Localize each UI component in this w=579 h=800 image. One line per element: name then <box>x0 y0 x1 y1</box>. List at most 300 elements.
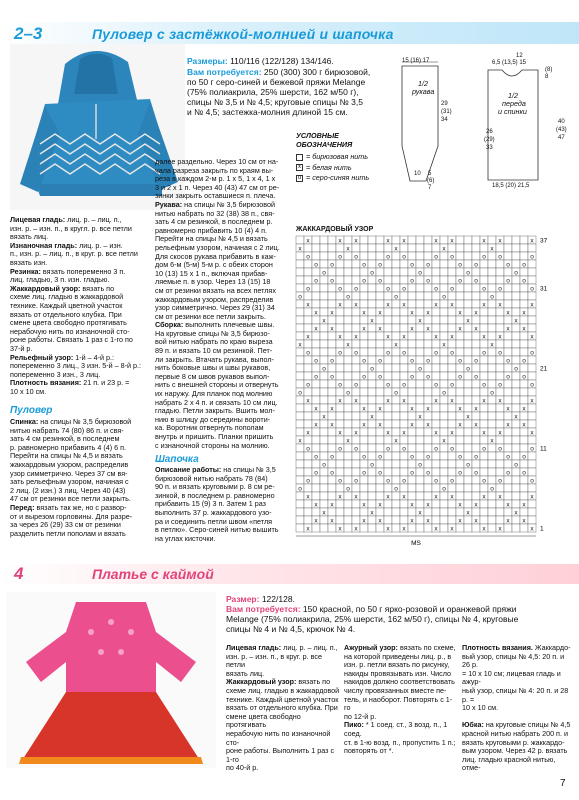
text-line: с изнаночной стороны на молнию. <box>155 440 270 450</box>
chart-symbol: x <box>394 437 398 445</box>
chart-cell <box>296 332 304 340</box>
chart-cell <box>496 516 504 524</box>
text-line: Пико: * 1 соед. ст., 3 возд. п., 1 соед. <box>344 720 448 738</box>
chart-cell <box>528 420 536 428</box>
chart-cell <box>416 284 424 292</box>
chart-symbol: o <box>306 285 310 293</box>
chart-cell <box>392 324 400 332</box>
chart-cell <box>424 388 432 396</box>
chart-cell <box>376 492 384 500</box>
text-line: вым узором. Через 42 р. вязать <box>462 746 568 756</box>
chart-symbol: o <box>410 469 414 477</box>
chart-cell <box>408 524 416 532</box>
chart-cell <box>528 468 536 476</box>
chart-cell <box>296 444 304 452</box>
chart-cell <box>344 356 352 364</box>
chart-cell <box>528 388 536 396</box>
chart-cell <box>376 428 384 436</box>
chart-cell <box>376 284 384 292</box>
chart-cell <box>368 420 376 428</box>
chart-cell <box>408 492 416 500</box>
chart-cell <box>512 252 520 260</box>
chart-cell <box>448 340 456 348</box>
chart-symbol: o <box>386 349 390 357</box>
chart-cell <box>488 364 496 372</box>
chart-cell <box>312 292 320 300</box>
chart-cell <box>376 340 384 348</box>
chart-cell <box>432 404 440 412</box>
chart-cell <box>320 292 328 300</box>
chart-cell <box>520 396 528 404</box>
dress-mat-label: Вам потребуется: <box>226 604 301 614</box>
chart-cell <box>336 340 344 348</box>
chart-cell <box>408 412 416 420</box>
chart-cell <box>448 460 456 468</box>
chart-symbol: o <box>426 261 430 269</box>
text-line: Жаккардовый узор: вязать по <box>226 677 331 687</box>
chart-cell <box>424 268 432 276</box>
chart-cell <box>488 452 496 460</box>
chart-cell <box>344 380 352 388</box>
chart-cell <box>424 340 432 348</box>
chart-symbol: o <box>474 357 478 365</box>
chart-symbol: x <box>442 437 446 445</box>
chart-cell <box>496 404 504 412</box>
chart-cell <box>336 460 344 468</box>
text-line: вязать изн. <box>10 257 48 267</box>
sleeve-name-1: 1/2 <box>418 79 428 88</box>
chart-symbol: o <box>466 461 470 469</box>
chart-cell <box>520 492 528 500</box>
chart-cell <box>416 356 424 364</box>
chart-cell <box>360 300 368 308</box>
chart-cell <box>304 388 312 396</box>
chart-cell <box>384 364 392 372</box>
chart-symbol: o <box>530 349 534 357</box>
chart-cell <box>312 476 320 484</box>
chart-cell <box>352 324 360 332</box>
chart-cell <box>312 268 320 276</box>
text-line: чала разреза закрыть по краям вы- <box>155 165 274 175</box>
chart-symbol: o <box>410 277 414 285</box>
dress-photo <box>6 592 216 768</box>
text-line: ляемые п. в узор. Через 13 (15) 18 <box>155 277 271 287</box>
chart-cell <box>312 388 320 396</box>
chart-cell <box>520 508 528 516</box>
chart-cell <box>336 276 344 284</box>
chart-cell <box>528 324 536 332</box>
chart-cell <box>504 348 512 356</box>
text-line: 3 и 2 x 1 п. Через 40 (43) 47 см от ре- <box>155 182 280 192</box>
chart-cell <box>368 260 376 268</box>
chart-cell <box>392 492 400 500</box>
chart-cell <box>456 508 464 516</box>
chart-cell <box>472 444 480 452</box>
chart-symbol: x <box>354 301 358 309</box>
chart-cell <box>384 484 392 492</box>
chart-cell <box>496 268 504 276</box>
chart-cell <box>432 436 440 444</box>
chart-cell <box>448 516 456 524</box>
text-line: повторять от *. <box>344 746 394 756</box>
chart-cell <box>520 412 528 420</box>
chart-cell <box>344 308 352 316</box>
text-line: лиц. гладью, 3 п. изн. гладью. <box>10 275 110 285</box>
chart-symbol: x <box>354 397 358 405</box>
chart-cell <box>416 252 424 260</box>
chart-cell <box>320 468 328 476</box>
chart-symbol: x <box>330 421 334 429</box>
chart-cell <box>320 436 328 444</box>
chart-cell <box>464 436 472 444</box>
chart-cell <box>504 268 512 276</box>
chart-cell <box>368 308 376 316</box>
chart-cell <box>416 436 424 444</box>
text-line: смене цвета свободно протягивать <box>10 318 127 328</box>
chart-symbol: x <box>322 317 326 325</box>
chart-cell <box>328 492 336 500</box>
chart-cell <box>336 412 344 420</box>
body-h1: 26 <box>486 129 493 135</box>
chart-cell <box>336 388 344 396</box>
chart-symbol: o <box>522 277 526 285</box>
chart-cell <box>496 356 504 364</box>
chart-cell <box>448 500 456 508</box>
chart-cell <box>512 524 520 532</box>
chart-cell <box>480 508 488 516</box>
chart-symbol: o <box>362 469 366 477</box>
text-line: реза в каждом 2-м р. 1 x 5, 1 x 4, 1 x <box>155 174 276 184</box>
dress-mat-line: спицы № 4 и № 4,5, крючок № 4. <box>226 624 356 634</box>
chart-cell <box>480 516 488 524</box>
chart-cell <box>312 380 320 388</box>
chart-cell <box>440 348 448 356</box>
chart-cell <box>456 300 464 308</box>
chart-cell <box>440 316 448 324</box>
chart-cell <box>304 500 312 508</box>
chart-cell <box>352 412 360 420</box>
chart-cell <box>456 252 464 260</box>
chart-symbol: x <box>370 413 374 421</box>
chart-cell <box>400 468 408 476</box>
chart-cell <box>296 476 304 484</box>
chart-cell <box>368 484 376 492</box>
chart-cell <box>472 476 480 484</box>
chart-symbol: o <box>426 357 430 365</box>
chart-cell <box>384 460 392 468</box>
chart-cell <box>456 460 464 468</box>
text-line: Лицевая гладь: лиц. р. – лиц. п., <box>10 215 122 224</box>
chart-symbol: o <box>314 469 318 477</box>
chart-cell <box>352 356 360 364</box>
chart-cell <box>504 484 512 492</box>
chart-cell <box>464 260 472 268</box>
chart-cell <box>512 388 520 396</box>
chart-cell <box>344 324 352 332</box>
chart-cell <box>344 508 352 516</box>
chart-cell <box>312 492 320 500</box>
chart-cell <box>344 348 352 356</box>
chart-symbol: o <box>330 277 334 285</box>
chart-cell <box>456 380 464 388</box>
chart-cell <box>400 292 408 300</box>
chart-cell <box>312 284 320 292</box>
chart-cell <box>368 500 376 508</box>
chart-cell <box>424 316 432 324</box>
chart-symbol: o <box>506 469 510 477</box>
chart-cell <box>512 260 520 268</box>
chart-cell <box>416 484 424 492</box>
chart-cell <box>296 372 304 380</box>
chart-cell <box>488 276 496 284</box>
chart-cell <box>368 252 376 260</box>
chart-symbol: o <box>482 253 486 261</box>
chart-symbol: x <box>386 493 390 501</box>
text-line: набрать 2 x 4 п. и связать 10 см лиц. <box>155 397 278 407</box>
chart-symbol: x <box>402 493 406 501</box>
text-line: узор симметрично. Через 29 (31) 34 <box>155 303 275 313</box>
chart-symbol: o <box>298 389 302 397</box>
chart-cell <box>344 492 352 500</box>
chart-cell <box>424 428 432 436</box>
chart-cell <box>368 404 376 412</box>
chart-symbol: x <box>370 317 374 325</box>
chart-cell <box>344 284 352 292</box>
sizes-line <box>187 56 334 66</box>
chart-symbol: o <box>314 373 318 381</box>
chart-cell <box>344 404 352 412</box>
chart-cell <box>464 524 472 532</box>
chart-cell <box>456 316 464 324</box>
chart-cell <box>320 356 328 364</box>
chart-symbol: x <box>362 325 366 333</box>
chart-row-label: 31 <box>540 285 548 293</box>
chart-cell <box>392 252 400 260</box>
chart-cell <box>432 500 440 508</box>
legend-swatch-white: x <box>298 164 301 171</box>
chart-cell <box>464 244 472 252</box>
dress-column-1 <box>226 644 340 773</box>
chart-symbol: o <box>402 381 406 389</box>
chart-cell <box>352 244 360 252</box>
text-line: на которой приведены лиц. р., в <box>344 651 452 661</box>
text-line: ст. в 1-ю возд. п., пропустить 1 п.; <box>344 737 456 747</box>
chart-cell <box>432 388 440 396</box>
chart-cell <box>440 276 448 284</box>
chart-cell <box>416 324 424 332</box>
chart-cell <box>320 308 328 316</box>
chart-cell <box>408 388 416 396</box>
chart-cell <box>360 340 368 348</box>
sizes-label: Размеры: <box>187 56 228 66</box>
chart-symbol: o <box>346 293 350 301</box>
chart-symbol: x <box>426 421 430 429</box>
chart-cell <box>504 364 512 372</box>
chart-cell <box>480 324 488 332</box>
chart-symbol: x <box>402 429 406 437</box>
text-line: Перед: вязать так же, но с развор- <box>10 502 127 512</box>
body-top-3: (8) <box>545 67 553 73</box>
chart-cell <box>488 468 496 476</box>
chart-cell <box>504 436 512 444</box>
chart-cell <box>480 420 488 428</box>
chart-cell <box>408 348 416 356</box>
chart-cell <box>336 436 344 444</box>
chart-symbol: x <box>322 413 326 421</box>
text-line: 90 п. и вязать круговыми р. 8 см ре- <box>155 482 275 492</box>
chart-symbol: o <box>306 477 310 485</box>
chart-cell <box>400 356 408 364</box>
chart-symbol: x <box>346 245 350 253</box>
chart-cell <box>488 308 496 316</box>
chart-cell <box>328 292 336 300</box>
chart-symbol: x <box>330 309 334 317</box>
chart-symbol: x <box>362 421 366 429</box>
chart-cell <box>416 444 424 452</box>
chart-cell <box>496 508 504 516</box>
chart-cell <box>504 412 512 420</box>
chart-symbol: o <box>402 349 406 357</box>
chart-symbol: o <box>466 365 470 373</box>
chart-symbol: x <box>498 237 502 245</box>
chart-cell <box>320 484 328 492</box>
chart-cell <box>328 436 336 444</box>
chart-symbol: x <box>530 237 534 245</box>
chart-cell <box>424 396 432 404</box>
chart-cell <box>344 460 352 468</box>
chart-cell <box>320 284 328 292</box>
chart-cell <box>496 244 504 252</box>
chart-cell <box>496 500 504 508</box>
chart-cell <box>464 420 472 428</box>
chart-cell <box>320 476 328 484</box>
text-line: Резинка: вязать попеременно 3 п. <box>10 266 126 276</box>
text-line: 10 x 10 см. <box>10 386 47 396</box>
chart-cell <box>504 236 512 244</box>
chart-cell <box>328 444 336 452</box>
chart-symbol: x <box>482 333 486 341</box>
chart-symbol: x <box>354 237 358 245</box>
chart-symbol: o <box>434 381 438 389</box>
chart-symbol: x <box>506 501 510 509</box>
chart-cell <box>448 468 456 476</box>
chart-cell <box>376 412 384 420</box>
chart-symbol: o <box>482 349 486 357</box>
page-number: 7 <box>560 778 566 789</box>
chart-cell <box>416 476 424 484</box>
chart-cell <box>344 412 352 420</box>
chart-cell <box>504 292 512 300</box>
chart-cell <box>480 316 488 324</box>
chart-cell <box>368 292 376 300</box>
chart-cell <box>296 524 304 532</box>
chart-cell <box>408 340 416 348</box>
chart-cell <box>464 444 472 452</box>
chart-cell <box>296 492 304 500</box>
text-line: в петлю». Серо-синей нитью вышить <box>155 525 279 535</box>
chart-cell <box>416 236 424 244</box>
chart-cell <box>440 396 448 404</box>
chart-cell <box>464 428 472 436</box>
chart-cell <box>464 292 472 300</box>
chart-cell <box>312 236 320 244</box>
text-line: нитью набрать по 32 (38) 38 п., свя- <box>155 208 275 218</box>
chart-cell <box>304 356 312 364</box>
chart-symbol: x <box>434 333 438 341</box>
sleeve-b2: 5 <box>428 171 432 177</box>
body-r2: (43) <box>556 127 567 133</box>
text-line: за через 26 (29) 33 см от резинки <box>10 520 121 530</box>
chart-cell <box>456 444 464 452</box>
chart-cell <box>496 460 504 468</box>
chart-cell <box>496 316 504 324</box>
chart-symbol: o <box>522 469 526 477</box>
chart-cell <box>512 404 520 412</box>
dress-column-2 <box>344 644 458 756</box>
chart-symbol: x <box>426 405 430 413</box>
chart-cell <box>352 508 360 516</box>
chart-cell <box>296 404 304 412</box>
chart-cell <box>456 476 464 484</box>
chart-cell <box>512 340 520 348</box>
chart-cell <box>376 444 384 452</box>
chart-cell <box>352 292 360 300</box>
chart-cell <box>416 332 424 340</box>
text-line: на углах кисточки. <box>155 533 216 543</box>
chart-cell <box>360 268 368 276</box>
chart-cell <box>480 356 488 364</box>
text-line: изн. р. – изн. п., в кругл. р. все петли <box>10 223 132 233</box>
chart-cell <box>376 380 384 388</box>
chart-cell <box>320 452 328 460</box>
chart-symbol: x <box>522 325 526 333</box>
chart-cell <box>368 244 376 252</box>
chart-symbol: x <box>458 501 462 509</box>
chart-cell <box>408 476 416 484</box>
chart-symbol: x <box>506 325 510 333</box>
chart-symbol: o <box>298 293 302 301</box>
text-line: вязать от отдельного клубка. При <box>226 703 338 713</box>
chart-cell <box>448 244 456 252</box>
chart-symbol: o <box>386 285 390 293</box>
chart-cell <box>440 236 448 244</box>
text-line: зать рельефным узором, начиная с <box>10 477 129 487</box>
chart-cell <box>520 444 528 452</box>
chart-cell <box>320 380 328 388</box>
text-line: ка. Воротник отвернуть пополам <box>155 423 264 433</box>
chart-cell <box>408 316 416 324</box>
chart-cell <box>360 388 368 396</box>
chart-cell <box>424 364 432 372</box>
chart-cell <box>328 412 336 420</box>
chart-symbol: x <box>530 301 534 309</box>
chart-cell <box>512 284 520 292</box>
chart-symbol: o <box>354 381 358 389</box>
chart-cell <box>448 372 456 380</box>
chart-cell <box>368 372 376 380</box>
chart-cell <box>312 300 320 308</box>
chart-cell <box>408 460 416 468</box>
chart-cell <box>376 316 384 324</box>
materials-line: (75% полиакрила, 25% шерсти, 162 м/50 г), <box>187 87 359 97</box>
chart-cell <box>376 364 384 372</box>
chart-cell <box>360 292 368 300</box>
pullover-column <box>10 418 150 538</box>
chart-symbol: o <box>434 349 438 357</box>
chart-cell <box>296 236 304 244</box>
sizes-value: 110/116 (122/128) 134/146. <box>230 56 334 66</box>
chart-symbol: o <box>370 461 374 469</box>
